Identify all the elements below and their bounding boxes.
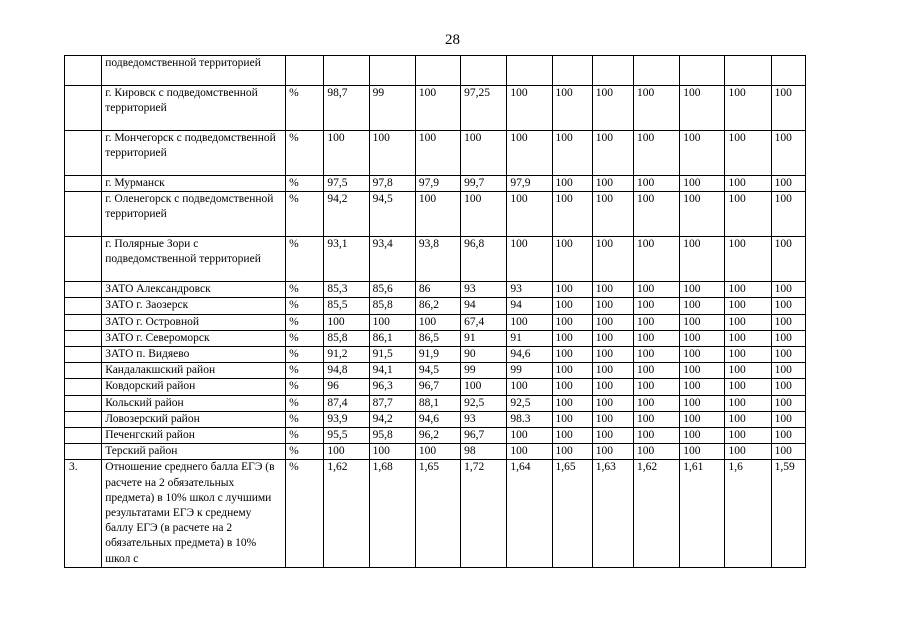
value-cell: 96,3 [369, 379, 415, 395]
table-row [65, 131, 806, 176]
value-cell: 100 [680, 347, 725, 363]
table-row [65, 379, 806, 395]
value-cell: 91 [461, 330, 507, 346]
value-cell: 100 [680, 363, 725, 379]
value-cell: 100 [552, 192, 592, 237]
unit-cell: % [286, 298, 324, 314]
value-cell: 100 [680, 379, 725, 395]
value-cell: 100 [324, 314, 369, 330]
value-cell: 100 [633, 282, 679, 298]
value-cell: 97,9 [507, 176, 552, 192]
row-number-cell [65, 56, 102, 86]
value-cell: 96,7 [415, 379, 460, 395]
value-cell: 100 [592, 411, 633, 427]
row-number-cell [65, 237, 102, 282]
value-cell: 100 [771, 192, 805, 237]
value-cell: 91,9 [415, 347, 460, 363]
table-row [65, 314, 806, 330]
value-cell: 100 [680, 131, 725, 176]
value-cell: 100 [771, 86, 805, 131]
row-number-cell [65, 314, 102, 330]
value-cell: 100 [771, 395, 805, 411]
unit-cell: % [286, 460, 324, 567]
value-cell: 85,3 [324, 282, 369, 298]
value-cell: 100 [771, 428, 805, 444]
table-row [65, 282, 806, 298]
value-cell: 99,7 [461, 176, 507, 192]
unit-cell: % [286, 131, 324, 176]
value-cell: 96,7 [461, 428, 507, 444]
row-number-cell [65, 444, 102, 460]
value-cell: 91,2 [324, 347, 369, 363]
table-row [65, 86, 806, 131]
value-cell: 100 [552, 379, 592, 395]
value-cell: 100 [771, 444, 805, 460]
value-cell: 100 [552, 131, 592, 176]
value-cell: 85,5 [324, 298, 369, 314]
value-cell: 100 [507, 237, 552, 282]
indicator-name-cell: Кольский район [102, 395, 286, 411]
value-cell: 1,65 [552, 460, 592, 567]
value-cell: 100 [552, 363, 592, 379]
value-cell: 100 [592, 298, 633, 314]
value-cell: 100 [725, 282, 771, 298]
value-cell: 100 [552, 298, 592, 314]
value-cell: 100 [592, 176, 633, 192]
unit-cell [286, 56, 324, 86]
value-cell: 100 [592, 428, 633, 444]
unit-cell: % [286, 347, 324, 363]
value-cell: 1,63 [592, 460, 633, 567]
indicator-name-cell: Ловозерский район [102, 411, 286, 427]
unit-cell: % [286, 282, 324, 298]
value-cell: 85,8 [324, 330, 369, 346]
unit-cell: % [286, 444, 324, 460]
indicator-name-cell: Кандалакшский район [102, 363, 286, 379]
row-number-cell [65, 347, 102, 363]
value-cell: 100 [633, 131, 679, 176]
value-cell: 100 [507, 428, 552, 444]
value-cell: 1,6 [725, 460, 771, 567]
value-cell: 100 [461, 131, 507, 176]
value-cell: 100 [633, 192, 679, 237]
value-cell: 100 [592, 395, 633, 411]
row-number-cell [65, 363, 102, 379]
value-cell: 100 [680, 314, 725, 330]
value-cell: 100 [680, 330, 725, 346]
value-cell: 97,25 [461, 86, 507, 131]
value-cell: 100 [592, 330, 633, 346]
value-cell: 100 [680, 411, 725, 427]
value-cell: 100 [552, 428, 592, 444]
row-number-cell [65, 330, 102, 346]
value-cell: 100 [592, 347, 633, 363]
value-cell: 100 [771, 330, 805, 346]
value-cell: 100 [725, 379, 771, 395]
value-cell: 95,8 [369, 428, 415, 444]
table-row [65, 428, 806, 444]
value-cell: 100 [633, 298, 679, 314]
indicator-name-cell: ЗАТО г. Островной [102, 314, 286, 330]
value-cell: 100 [592, 444, 633, 460]
value-cell: 97,5 [324, 176, 369, 192]
value-cell: 100 [725, 330, 771, 346]
unit-cell: % [286, 86, 324, 131]
indicator-name-cell: г. Мурманск [102, 176, 286, 192]
value-cell: 96,8 [461, 237, 507, 282]
value-cell: 100 [771, 298, 805, 314]
value-cell: 90 [461, 347, 507, 363]
value-cell [324, 56, 369, 86]
unit-cell: % [286, 237, 324, 282]
value-cell: 100 [552, 411, 592, 427]
unit-cell: % [286, 363, 324, 379]
value-cell: 99 [507, 363, 552, 379]
unit-cell: % [286, 176, 324, 192]
value-cell: 100 [725, 363, 771, 379]
value-cell: 1,68 [369, 460, 415, 567]
value-cell: 100 [633, 86, 679, 131]
value-cell: 100 [633, 411, 679, 427]
value-cell: 99 [461, 363, 507, 379]
value-cell: 100 [461, 192, 507, 237]
value-cell: 1,72 [461, 460, 507, 567]
value-cell: 100 [680, 192, 725, 237]
value-cell: 94,2 [324, 192, 369, 237]
row-number-cell [65, 131, 102, 176]
value-cell: 100 [415, 192, 460, 237]
indicator-name-cell: г. Полярные Зори с подведомственной территорией [102, 237, 286, 282]
indicator-name-cell: подведомственной территорией [102, 56, 286, 86]
row-number-cell [65, 428, 102, 444]
table-row [65, 444, 806, 460]
value-cell: 100 [680, 428, 725, 444]
value-cell: 100 [725, 444, 771, 460]
value-cell: 100 [369, 314, 415, 330]
value-cell: 94,2 [369, 411, 415, 427]
value-cell: 100 [633, 363, 679, 379]
row-number-cell [65, 298, 102, 314]
value-cell: 100 [369, 131, 415, 176]
value-cell: 99 [369, 86, 415, 131]
value-cell [633, 56, 679, 86]
value-cell: 100 [552, 86, 592, 131]
value-cell: 94,5 [415, 363, 460, 379]
value-cell: 100 [771, 411, 805, 427]
value-cell: 1,62 [324, 460, 369, 567]
value-cell: 100 [680, 176, 725, 192]
value-cell: 100 [592, 282, 633, 298]
value-cell: 100 [592, 86, 633, 131]
value-cell [552, 56, 592, 86]
indicator-name-cell: ЗАТО г. Заозерск [102, 298, 286, 314]
value-cell: 94,6 [415, 411, 460, 427]
value-cell [592, 56, 633, 86]
value-cell: 100 [771, 347, 805, 363]
table-row [65, 395, 806, 411]
value-cell: 100 [552, 314, 592, 330]
unit-cell: % [286, 395, 324, 411]
value-cell: 96 [324, 379, 369, 395]
value-cell: 91 [507, 330, 552, 346]
value-cell: 87,4 [324, 395, 369, 411]
value-cell: 100 [771, 237, 805, 282]
value-cell: 100 [507, 379, 552, 395]
value-cell: 100 [592, 379, 633, 395]
table-row [65, 363, 806, 379]
unit-cell: % [286, 330, 324, 346]
value-cell: 100 [771, 314, 805, 330]
value-cell: 96,2 [415, 428, 460, 444]
value-cell: 100 [592, 131, 633, 176]
value-cell: 1,59 [771, 460, 805, 567]
table-row [65, 56, 806, 86]
value-cell: 95,5 [324, 428, 369, 444]
indicator-name-cell: Ковдорский район [102, 379, 286, 395]
value-cell [507, 56, 552, 86]
value-cell: 98 [461, 444, 507, 460]
value-cell: 85,8 [369, 298, 415, 314]
row-number-cell [65, 86, 102, 131]
page-number: 28 [445, 32, 460, 48]
indicator-name-cell: г. Кировск с подведомственной территорией [102, 86, 286, 131]
value-cell: 85,6 [369, 282, 415, 298]
value-cell: 100 [633, 379, 679, 395]
table-row [65, 192, 806, 237]
value-cell: 100 [552, 395, 592, 411]
value-cell: 100 [592, 314, 633, 330]
value-cell: 98.3 [507, 411, 552, 427]
value-cell: 98,7 [324, 86, 369, 131]
value-cell: 100 [633, 347, 679, 363]
indicator-name-cell: ЗАТО Александровск [102, 282, 286, 298]
table-row [65, 330, 806, 346]
value-cell: 91,5 [369, 347, 415, 363]
value-cell: 100 [507, 314, 552, 330]
value-cell: 100 [771, 379, 805, 395]
value-cell: 100 [680, 237, 725, 282]
value-cell: 93,1 [324, 237, 369, 282]
value-cell: 100 [369, 444, 415, 460]
value-cell: 100 [725, 395, 771, 411]
value-cell: 100 [725, 237, 771, 282]
unit-cell: % [286, 411, 324, 427]
value-cell: 100 [507, 131, 552, 176]
value-cell: 94,8 [324, 363, 369, 379]
value-cell: 67,4 [461, 314, 507, 330]
value-cell: 100 [507, 192, 552, 237]
indicator-name-cell: ЗАТО г. Североморск [102, 330, 286, 346]
value-cell: 100 [552, 282, 592, 298]
value-cell: 100 [592, 363, 633, 379]
value-cell: 100 [592, 192, 633, 237]
indicator-name-cell: Терский район [102, 444, 286, 460]
row-number-cell [65, 176, 102, 192]
value-cell: 100 [725, 428, 771, 444]
value-cell: 100 [592, 237, 633, 282]
table-row [65, 460, 806, 567]
value-cell [680, 56, 725, 86]
indicator-name-cell: ЗАТО п. Видяево [102, 347, 286, 363]
row-number-cell [65, 379, 102, 395]
value-cell: 100 [725, 86, 771, 131]
value-cell: 100 [680, 282, 725, 298]
value-cell: 100 [680, 395, 725, 411]
value-cell: 93 [461, 282, 507, 298]
value-cell: 94 [507, 298, 552, 314]
value-cell: 93,9 [324, 411, 369, 427]
value-cell: 100 [552, 444, 592, 460]
value-cell: 86,5 [415, 330, 460, 346]
value-cell: 100 [415, 86, 460, 131]
table-row [65, 411, 806, 427]
value-cell: 100 [324, 131, 369, 176]
value-cell: 88,1 [415, 395, 460, 411]
value-cell: 100 [552, 176, 592, 192]
value-cell: 1,61 [680, 460, 725, 567]
value-cell: 100 [771, 176, 805, 192]
value-cell: 100 [324, 444, 369, 460]
value-cell: 93 [461, 411, 507, 427]
value-cell: 100 [771, 363, 805, 379]
value-cell: 100 [725, 411, 771, 427]
value-cell: 100 [415, 131, 460, 176]
table-row [65, 347, 806, 363]
table-row [65, 298, 806, 314]
value-cell: 86 [415, 282, 460, 298]
value-cell: 100 [771, 282, 805, 298]
value-cell: 100 [725, 298, 771, 314]
value-cell: 100 [725, 192, 771, 237]
value-cell: 100 [633, 314, 679, 330]
unit-cell: % [286, 314, 324, 330]
row-number-cell [65, 395, 102, 411]
row-number-cell [65, 411, 102, 427]
value-cell: 86,2 [415, 298, 460, 314]
value-cell: 94,1 [369, 363, 415, 379]
value-cell: 86,1 [369, 330, 415, 346]
value-cell: 1,62 [633, 460, 679, 567]
value-cell: 100 [415, 444, 460, 460]
value-cell: 1,65 [415, 460, 460, 567]
value-cell: 100 [725, 131, 771, 176]
value-cell: 93,8 [415, 237, 460, 282]
table-row [65, 176, 806, 192]
value-cell: 100 [552, 347, 592, 363]
value-cell: 92,5 [461, 395, 507, 411]
indicator-name-cell: г. Оленегорск с подведомственной территорией [102, 192, 286, 237]
row-number-cell [65, 282, 102, 298]
row-number-cell [65, 192, 102, 237]
unit-cell: % [286, 379, 324, 395]
value-cell: 100 [680, 298, 725, 314]
indicator-table [64, 55, 806, 568]
value-cell: 100 [552, 330, 592, 346]
value-cell: 100 [633, 428, 679, 444]
indicator-name-cell: Отношение среднего балла ЕГЭ (в расчете на 2 обязательных предмета) в 10% школ с лучшими результатами ЕГЭ к среднему баллу ЕГЭ (в расчете на 2 обязательных предмета) в 10% школ с [102, 460, 286, 567]
value-cell: 100 [633, 330, 679, 346]
value-cell: 100 [633, 176, 679, 192]
value-cell [415, 56, 460, 86]
value-cell: 100 [507, 86, 552, 131]
value-cell: 94,5 [369, 192, 415, 237]
value-cell: 92,5 [507, 395, 552, 411]
value-cell: 100 [461, 379, 507, 395]
value-cell: 100 [633, 444, 679, 460]
value-cell [771, 56, 805, 86]
value-cell: 100 [633, 395, 679, 411]
value-cell: 100 [633, 237, 679, 282]
value-cell [725, 56, 771, 86]
value-cell: 100 [725, 176, 771, 192]
row-number-cell: 3. [65, 460, 102, 567]
value-cell: 100 [507, 444, 552, 460]
value-cell: 87,7 [369, 395, 415, 411]
value-cell: 100 [725, 347, 771, 363]
indicator-name-cell: г. Мончегорск с подведомственной территорией [102, 131, 286, 176]
indicator-name-cell: Печенгский район [102, 428, 286, 444]
value-cell: 100 [725, 314, 771, 330]
value-cell: 100 [552, 237, 592, 282]
value-cell: 94,6 [507, 347, 552, 363]
value-cell: 100 [771, 131, 805, 176]
unit-cell: % [286, 428, 324, 444]
value-cell [461, 56, 507, 86]
value-cell: 93,4 [369, 237, 415, 282]
value-cell: 93 [507, 282, 552, 298]
value-cell: 1,64 [507, 460, 552, 567]
unit-cell: % [286, 192, 324, 237]
value-cell: 100 [680, 86, 725, 131]
value-cell: 100 [415, 314, 460, 330]
value-cell: 97,9 [415, 176, 460, 192]
value-cell: 100 [680, 444, 725, 460]
value-cell [369, 56, 415, 86]
value-cell: 97,8 [369, 176, 415, 192]
value-cell: 94 [461, 298, 507, 314]
table-row [65, 237, 806, 282]
